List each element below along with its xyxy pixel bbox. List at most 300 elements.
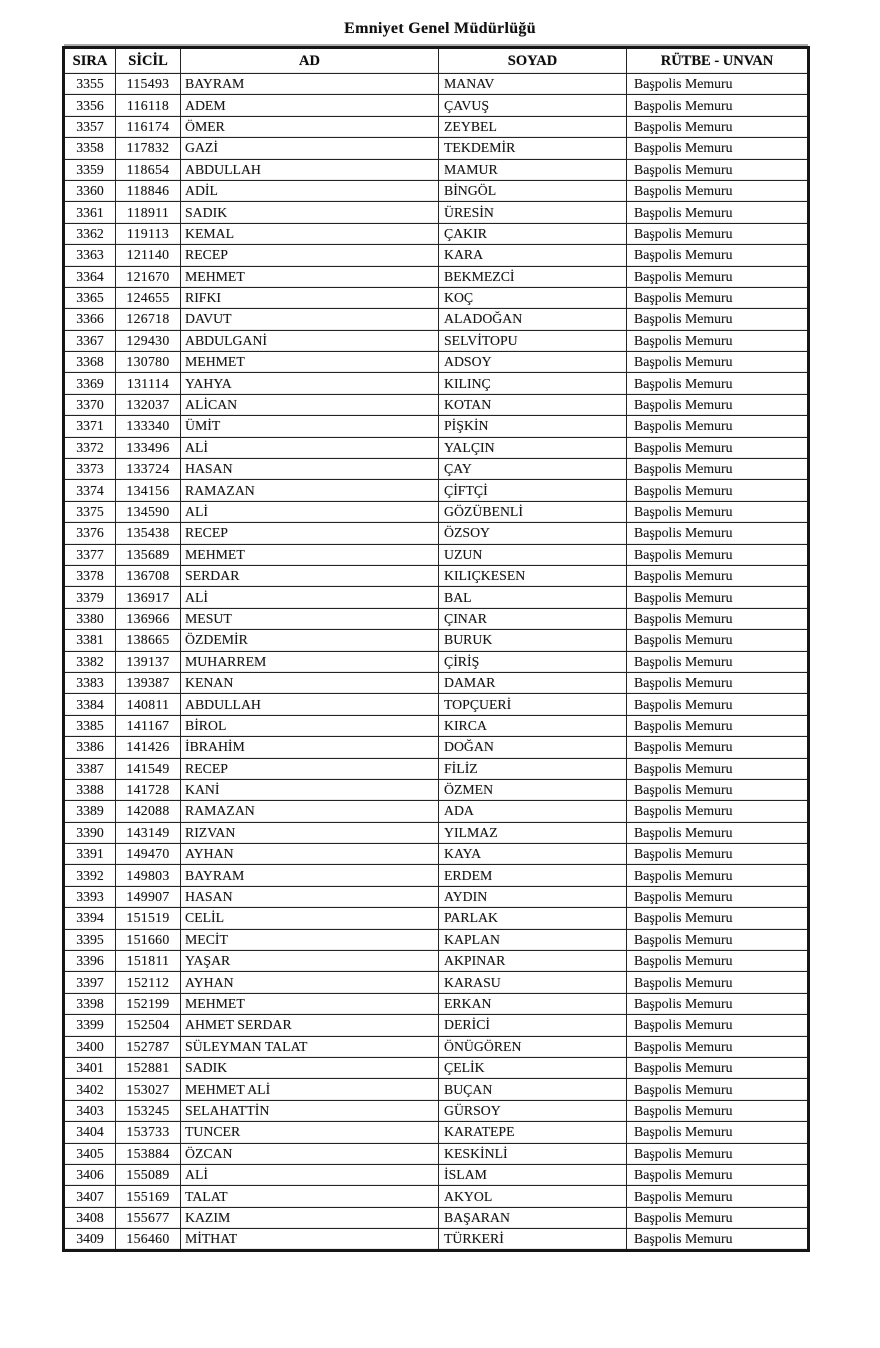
cell-sicil: 140811 [116,694,181,715]
cell-rutbe: Başpolis Memuru [627,1229,809,1251]
cell-ad: RIFKI [181,287,439,308]
cell-ad: ABDULLAH [181,694,439,715]
cell-soyad: MAMUR [439,159,627,180]
cell-rutbe: Başpolis Memuru [627,651,809,672]
table-row [64,886,809,907]
cell-soyad: ZEYBEL [439,116,627,137]
cell-sicil: 151811 [116,951,181,972]
cell-soyad: ÇINAR [439,608,627,629]
cell-ad: DAVUT [181,309,439,330]
cell-sira: 3356 [64,95,116,116]
cell-rutbe: Başpolis Memuru [627,373,809,394]
cell-soyad: ÇAVUŞ [439,95,627,116]
table-row [64,416,809,437]
table-row [64,565,809,586]
cell-ad: ABDULGANİ [181,330,439,351]
table-row [64,352,809,373]
cell-sira: 3364 [64,266,116,287]
cell-soyad: ÇAY [439,459,627,480]
cell-sicil: 152112 [116,972,181,993]
cell-sicil: 143149 [116,822,181,843]
table-row [64,74,809,95]
cell-sira: 3357 [64,116,116,137]
personnel-table [62,46,810,1252]
cell-soyad: GÖZÜBENLİ [439,501,627,522]
table-row [64,630,809,651]
cell-sira: 3374 [64,480,116,501]
cell-sira: 3355 [64,74,116,95]
cell-soyad: KILIÇKESEN [439,565,627,586]
table-row [64,1164,809,1185]
cell-soyad: BAL [439,587,627,608]
table-row [64,1100,809,1121]
cell-soyad: PİŞKİN [439,416,627,437]
table-row [64,1079,809,1100]
cell-soyad: KARATEPE [439,1122,627,1143]
cell-sicil: 152881 [116,1057,181,1078]
cell-sira: 3400 [64,1036,116,1057]
cell-rutbe: Başpolis Memuru [627,715,809,736]
cell-soyad: YALÇIN [439,437,627,458]
cell-sicil: 152199 [116,993,181,1014]
column-header-soyad: SOYAD [439,48,627,74]
cell-sicil: 153027 [116,1079,181,1100]
table-row [64,972,809,993]
cell-rutbe: Başpolis Memuru [627,694,809,715]
cell-rutbe: Başpolis Memuru [627,865,809,886]
cell-ad: KAZIM [181,1207,439,1228]
cell-rutbe: Başpolis Memuru [627,565,809,586]
cell-ad: ALİ [181,1164,439,1185]
cell-ad: MUHARREM [181,651,439,672]
cell-sira: 3378 [64,565,116,586]
cell-rutbe: Başpolis Memuru [627,309,809,330]
cell-sicil: 152504 [116,1015,181,1036]
table-row [64,459,809,480]
cell-soyad: KAYA [439,844,627,865]
cell-rutbe: Başpolis Memuru [627,1164,809,1185]
cell-sicil: 121670 [116,266,181,287]
cell-ad: KEMAL [181,223,439,244]
cell-ad: TALAT [181,1186,439,1207]
cell-ad: BİROL [181,715,439,736]
cell-sira: 3404 [64,1122,116,1143]
cell-soyad: KILINÇ [439,373,627,394]
cell-rutbe: Başpolis Memuru [627,951,809,972]
cell-sicil: 149907 [116,886,181,907]
cell-sira: 3362 [64,223,116,244]
cell-ad: SADIK [181,1057,439,1078]
cell-sicil: 141167 [116,715,181,736]
cell-soyad: KARASU [439,972,627,993]
cell-ad: KANİ [181,779,439,800]
table-row [64,330,809,351]
cell-ad: MEHMET [181,266,439,287]
cell-sira: 3375 [64,501,116,522]
table-row [64,1229,809,1251]
cell-sicil: 141549 [116,758,181,779]
cell-sira: 3390 [64,822,116,843]
cell-ad: GAZİ [181,138,439,159]
cell-sicil: 130780 [116,352,181,373]
cell-sicil: 138665 [116,630,181,651]
table-row [64,779,809,800]
cell-ad: MEHMET [181,352,439,373]
cell-ad: KENAN [181,672,439,693]
cell-soyad: KESKİNLİ [439,1143,627,1164]
cell-ad: ADİL [181,180,439,201]
cell-rutbe: Başpolis Memuru [627,844,809,865]
cell-rutbe: Başpolis Memuru [627,587,809,608]
table-row [64,287,809,308]
table-row [64,1036,809,1057]
cell-rutbe: Başpolis Memuru [627,1079,809,1100]
table-row [64,608,809,629]
table-row [64,95,809,116]
cell-ad: MEHMET ALİ [181,1079,439,1100]
table-row [64,1143,809,1164]
cell-sicil: 126718 [116,309,181,330]
table-row [64,437,809,458]
cell-soyad: YILMAZ [439,822,627,843]
cell-ad: BAYRAM [181,74,439,95]
cell-sicil: 139137 [116,651,181,672]
cell-soyad: SELVİTOPU [439,330,627,351]
cell-sira: 3409 [64,1229,116,1251]
cell-sicil: 136966 [116,608,181,629]
cell-ad: ALİ [181,587,439,608]
cell-ad: MEHMET [181,544,439,565]
cell-rutbe: Başpolis Memuru [627,501,809,522]
cell-ad: BAYRAM [181,865,439,886]
cell-sicil: 153245 [116,1100,181,1121]
cell-sicil: 139387 [116,672,181,693]
cell-sira: 3401 [64,1057,116,1078]
cell-soyad: ALADOĞAN [439,309,627,330]
cell-rutbe: Başpolis Memuru [627,1036,809,1057]
cell-soyad: ÇİFTÇİ [439,480,627,501]
cell-sicil: 118654 [116,159,181,180]
cell-sira: 3382 [64,651,116,672]
table-row [64,544,809,565]
cell-rutbe: Başpolis Memuru [627,672,809,693]
cell-sira: 3367 [64,330,116,351]
cell-ad: YAHYA [181,373,439,394]
cell-sicil: 115493 [116,74,181,95]
cell-sicil: 118911 [116,202,181,223]
cell-sira: 3394 [64,908,116,929]
cell-sira: 3370 [64,394,116,415]
cell-soyad: AKPINAR [439,951,627,972]
column-header-sicil: SİCİL [116,48,181,74]
cell-sicil: 155089 [116,1164,181,1185]
cell-rutbe: Başpolis Memuru [627,180,809,201]
cell-soyad: DAMAR [439,672,627,693]
cell-sicil: 155677 [116,1207,181,1228]
cell-sicil: 132037 [116,394,181,415]
cell-soyad: ÇAKIR [439,223,627,244]
column-header-ad: AD [181,48,439,74]
cell-sira: 3369 [64,373,116,394]
cell-soyad: ADA [439,801,627,822]
cell-ad: ALİ [181,437,439,458]
cell-rutbe: Başpolis Memuru [627,95,809,116]
cell-ad: SADIK [181,202,439,223]
cell-sira: 3397 [64,972,116,993]
cell-ad: CELİL [181,908,439,929]
cell-ad: TUNCER [181,1122,439,1143]
cell-soyad: AKYOL [439,1186,627,1207]
cell-ad: MEHMET [181,993,439,1014]
cell-sira: 3399 [64,1015,116,1036]
cell-sicil: 136917 [116,587,181,608]
cell-rutbe: Başpolis Memuru [627,608,809,629]
cell-ad: RECEP [181,245,439,266]
cell-sira: 3366 [64,309,116,330]
cell-ad: RIZVAN [181,822,439,843]
cell-soyad: TOPÇUERİ [439,694,627,715]
cell-soyad: GÜRSOY [439,1100,627,1121]
table-row [64,138,809,159]
table-row [64,202,809,223]
cell-sira: 3392 [64,865,116,886]
cell-sicil: 151519 [116,908,181,929]
cell-sira: 3387 [64,758,116,779]
cell-ad: MİTHAT [181,1229,439,1251]
cell-sira: 3402 [64,1079,116,1100]
cell-rutbe: Başpolis Memuru [627,459,809,480]
cell-sira: 3391 [64,844,116,865]
table-row [64,394,809,415]
cell-rutbe: Başpolis Memuru [627,138,809,159]
cell-sicil: 136708 [116,565,181,586]
cell-rutbe: Başpolis Memuru [627,822,809,843]
cell-sicil: 131114 [116,373,181,394]
cell-ad: SELAHATTİN [181,1100,439,1121]
cell-sira: 3363 [64,245,116,266]
table-row [64,159,809,180]
cell-sicil: 141426 [116,737,181,758]
cell-sira: 3396 [64,951,116,972]
cell-sicil: 152787 [116,1036,181,1057]
cell-rutbe: Başpolis Memuru [627,287,809,308]
table-row [64,1015,809,1036]
cell-sicil: 116118 [116,95,181,116]
table-row [64,758,809,779]
table-row [64,587,809,608]
cell-soyad: KOTAN [439,394,627,415]
cell-ad: ÖZCAN [181,1143,439,1164]
cell-ad: ALİCAN [181,394,439,415]
cell-ad: AYHAN [181,972,439,993]
table-row [64,373,809,394]
cell-sira: 3365 [64,287,116,308]
cell-sicil: 134590 [116,501,181,522]
cell-soyad: ÜRESİN [439,202,627,223]
cell-rutbe: Başpolis Memuru [627,993,809,1014]
column-header-sira: SIRA [64,48,116,74]
cell-sira: 3398 [64,993,116,1014]
cell-ad: MESUT [181,608,439,629]
cell-sira: 3373 [64,459,116,480]
cell-sicil: 153884 [116,1143,181,1164]
cell-sicil: 118846 [116,180,181,201]
cell-soyad: DOĞAN [439,737,627,758]
cell-ad: HASAN [181,459,439,480]
cell-sira: 3407 [64,1186,116,1207]
table-row [64,1207,809,1228]
cell-sicil: 133724 [116,459,181,480]
table-row [64,951,809,972]
cell-rutbe: Başpolis Memuru [627,758,809,779]
table-row [64,715,809,736]
cell-soyad: ÇİRİŞ [439,651,627,672]
table-row [64,865,809,886]
cell-soyad: KARA [439,245,627,266]
cell-soyad: ÇELİK [439,1057,627,1078]
cell-sira: 3408 [64,1207,116,1228]
cell-sicil: 153733 [116,1122,181,1143]
table-row [64,929,809,950]
cell-rutbe: Başpolis Memuru [627,330,809,351]
cell-soyad: BEKMEZCİ [439,266,627,287]
cell-rutbe: Başpolis Memuru [627,394,809,415]
cell-ad: RECEP [181,523,439,544]
cell-ad: MECİT [181,929,439,950]
cell-rutbe: Başpolis Memuru [627,352,809,373]
cell-sira: 3386 [64,737,116,758]
cell-sira: 3389 [64,801,116,822]
column-header-rutbe: RÜTBE - UNVAN [627,48,809,74]
table-row [64,523,809,544]
cell-sicil: 121140 [116,245,181,266]
cell-sicil: 141728 [116,779,181,800]
cell-soyad: TEKDEMİR [439,138,627,159]
table-row [64,737,809,758]
cell-rutbe: Başpolis Memuru [627,245,809,266]
table-row [64,309,809,330]
cell-soyad: BUÇAN [439,1079,627,1100]
cell-sicil: 134156 [116,480,181,501]
cell-sicil: 135689 [116,544,181,565]
cell-rutbe: Başpolis Memuru [627,1143,809,1164]
cell-ad: HASAN [181,886,439,907]
table-row [64,1122,809,1143]
cell-sicil: 135438 [116,523,181,544]
cell-rutbe: Başpolis Memuru [627,480,809,501]
cell-soyad: ÖNÜGÖREN [439,1036,627,1057]
cell-sira: 3380 [64,608,116,629]
cell-sicil: 133340 [116,416,181,437]
cell-sicil: 142088 [116,801,181,822]
cell-rutbe: Başpolis Memuru [627,929,809,950]
table-row [64,694,809,715]
cell-soyad: TÜRKERİ [439,1229,627,1251]
table-row [64,1186,809,1207]
cell-rutbe: Başpolis Memuru [627,886,809,907]
cell-sicil: 129430 [116,330,181,351]
cell-rutbe: Başpolis Memuru [627,223,809,244]
cell-soyad: KOÇ [439,287,627,308]
page-title: Emniyet Genel Müdürlüğü [344,20,536,37]
cell-sira: 3381 [64,630,116,651]
table-row [64,651,809,672]
cell-sira: 3395 [64,929,116,950]
cell-rutbe: Başpolis Memuru [627,1100,809,1121]
cell-sira: 3358 [64,138,116,159]
cell-soyad: ÖZSOY [439,523,627,544]
cell-rutbe: Başpolis Memuru [627,116,809,137]
table-row [64,501,809,522]
cell-ad: ALİ [181,501,439,522]
cell-soyad: ERKAN [439,993,627,1014]
cell-sira: 3384 [64,694,116,715]
cell-rutbe: Başpolis Memuru [627,737,809,758]
cell-sira: 3371 [64,416,116,437]
cell-ad: AYHAN [181,844,439,865]
cell-sira: 3379 [64,587,116,608]
cell-rutbe: Başpolis Memuru [627,908,809,929]
cell-sira: 3393 [64,886,116,907]
cell-ad: AHMET SERDAR [181,1015,439,1036]
cell-sicil: 149803 [116,865,181,886]
table-row [64,180,809,201]
cell-sira: 3388 [64,779,116,800]
table-row [64,116,809,137]
table-row [64,1057,809,1078]
cell-sira: 3406 [64,1164,116,1185]
cell-sicil: 119113 [116,223,181,244]
cell-rutbe: Başpolis Memuru [627,1207,809,1228]
cell-soyad: UZUN [439,544,627,565]
cell-ad: RAMAZAN [181,801,439,822]
cell-sicil: 124655 [116,287,181,308]
cell-rutbe: Başpolis Memuru [627,437,809,458]
cell-ad: İBRAHİM [181,737,439,758]
cell-sira: 3377 [64,544,116,565]
cell-ad: ÖMER [181,116,439,137]
cell-sira: 3376 [64,523,116,544]
cell-rutbe: Başpolis Memuru [627,202,809,223]
header-row [64,48,809,74]
cell-sira: 3405 [64,1143,116,1164]
cell-soyad: ÖZMEN [439,779,627,800]
cell-rutbe: Başpolis Memuru [627,544,809,565]
table-row [64,993,809,1014]
cell-ad: RAMAZAN [181,480,439,501]
cell-sira: 3360 [64,180,116,201]
cell-rutbe: Başpolis Memuru [627,523,809,544]
cell-sicil: 117832 [116,138,181,159]
cell-soyad: DERİCİ [439,1015,627,1036]
table-header [64,48,809,74]
table-body [64,74,809,1251]
table-row [64,266,809,287]
cell-sicil: 151660 [116,929,181,950]
table-row [64,822,809,843]
cell-sicil: 149470 [116,844,181,865]
cell-ad: SERDAR [181,565,439,586]
cell-sira: 3368 [64,352,116,373]
cell-sira: 3383 [64,672,116,693]
cell-rutbe: Başpolis Memuru [627,801,809,822]
cell-ad: ABDULLAH [181,159,439,180]
cell-soyad: FİLİZ [439,758,627,779]
cell-sira: 3372 [64,437,116,458]
cell-soyad: BAŞARAN [439,1207,627,1228]
cell-soyad: MANAV [439,74,627,95]
cell-sira: 3403 [64,1100,116,1121]
